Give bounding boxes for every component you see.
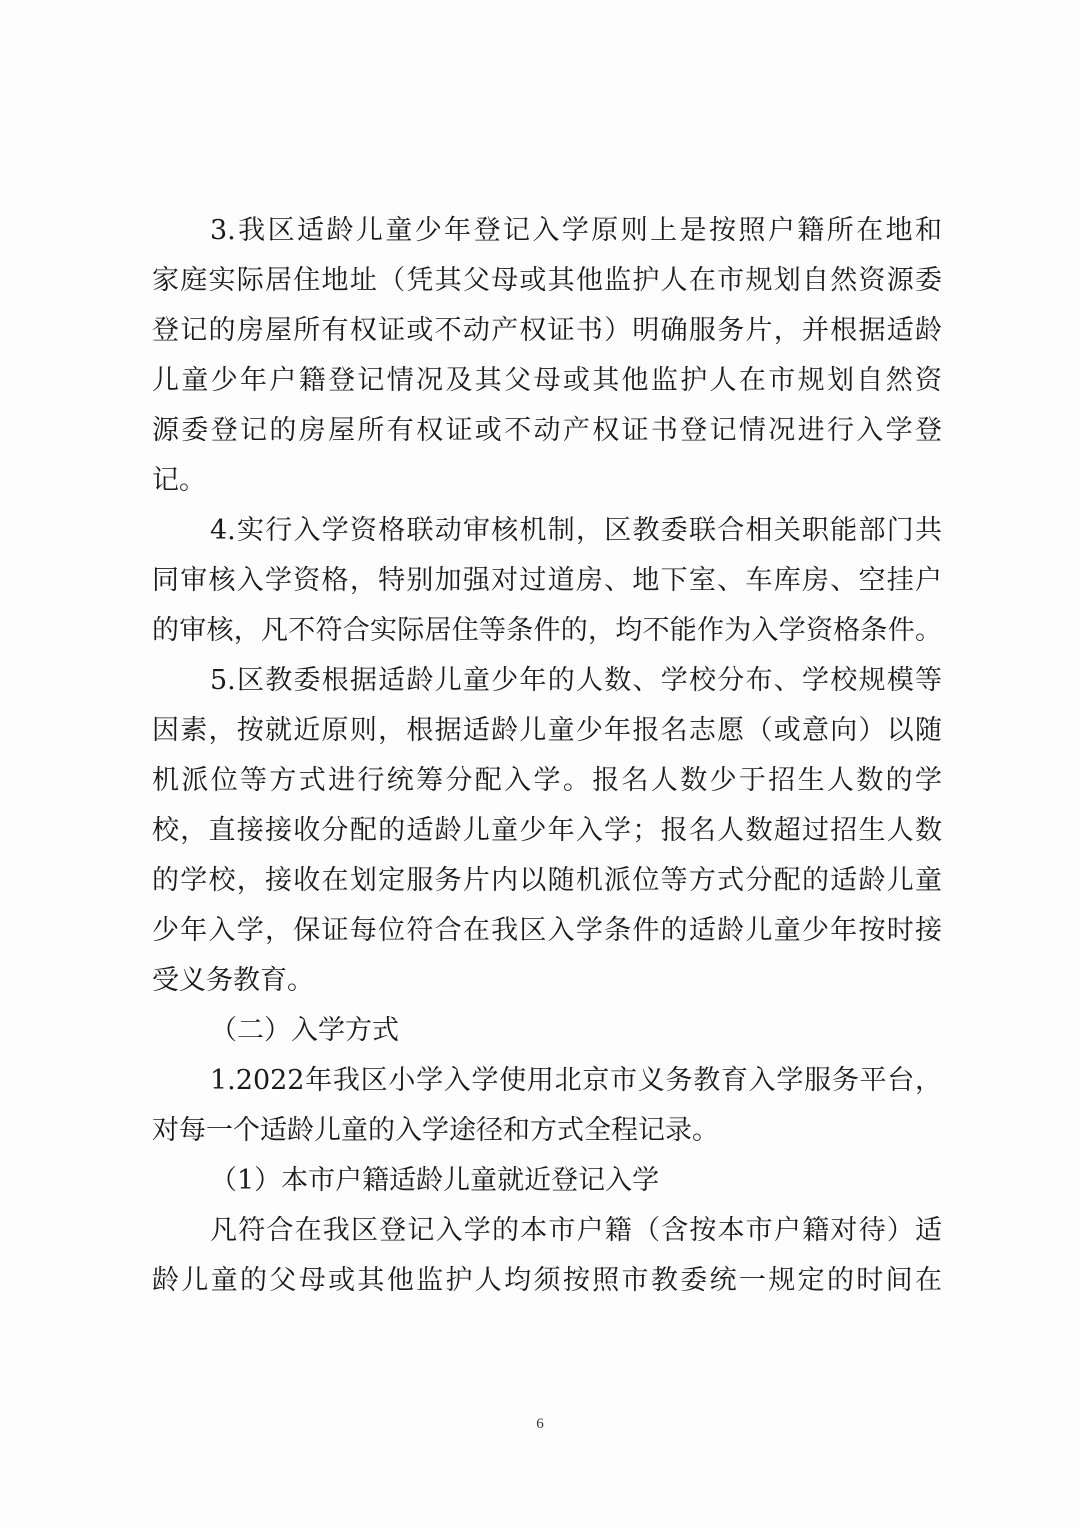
text-line: 家庭实际居住地址（凭其父母或其他监护人在市规划自然资源委 (152, 265, 942, 296)
text-line: 4.实行入学资格联动审核机制，区教委联合相关职能部门共 (210, 515, 942, 546)
text-line: 龄儿童的父母或其他监护人均须按照市教委统一规定的时间在 (152, 1265, 942, 1296)
text-line: 的审核，凡不符合实际居住等条件的，均不能作为入学资格条件。 (152, 615, 942, 646)
text-line: （二）入学方式 (210, 1015, 399, 1046)
text-line: 记。 (152, 465, 206, 496)
text-line: （1）本市户籍适龄儿童就近登记入学 (210, 1165, 660, 1196)
text-line: 对每一个适龄儿童的入学途径和方式全程记录。 (152, 1115, 719, 1146)
text-line: 3.我区适龄儿童少年登记入学原则上是按照户籍所在地和 (210, 215, 942, 246)
text-line: 登记的房屋所有权证或不动产权证书）明确服务片，并根据适龄 (152, 315, 942, 346)
text-line: 少年入学，保证每位符合在我区入学条件的适龄儿童少年按时接 (152, 915, 942, 946)
text-line: 5.区教委根据适龄儿童少年的人数、学校分布、学校规模等 (210, 665, 942, 696)
text-line: 儿童少年户籍登记情况及其父母或其他监护人在市规划自然资 (152, 365, 942, 396)
text-line: 同审核入学资格，特别加强对过道房、地下室、车库房、空挂户 (152, 565, 942, 596)
page-number: 6 (536, 1416, 544, 1432)
text-line: 受义务教育。 (152, 965, 314, 996)
text-line: 凡符合在我区登记入学的本市户籍（含按本市户籍对待）适 (210, 1215, 942, 1246)
text-line: 机派位等方式进行统筹分配入学。报名人数少于招生人数的学 (152, 765, 942, 796)
text-line: 校，直接接收分配的适龄儿童少年入学；报名人数超过招生人数 (152, 815, 942, 846)
body-text (152, 206, 942, 1306)
text-line: 1.2022年我区小学入学使用北京市义务教育入学服务平台， (210, 1065, 942, 1096)
text-line: 因素，按就近原则，根据适龄儿童少年报名志愿（或意向）以随 (152, 715, 942, 746)
text-line: 源委登记的房屋所有权证或不动产权证书登记情况进行入学登 (152, 415, 942, 446)
text-line: 的学校，接收在划定服务片内以随机派位等方式分配的适龄儿童 (152, 865, 942, 896)
